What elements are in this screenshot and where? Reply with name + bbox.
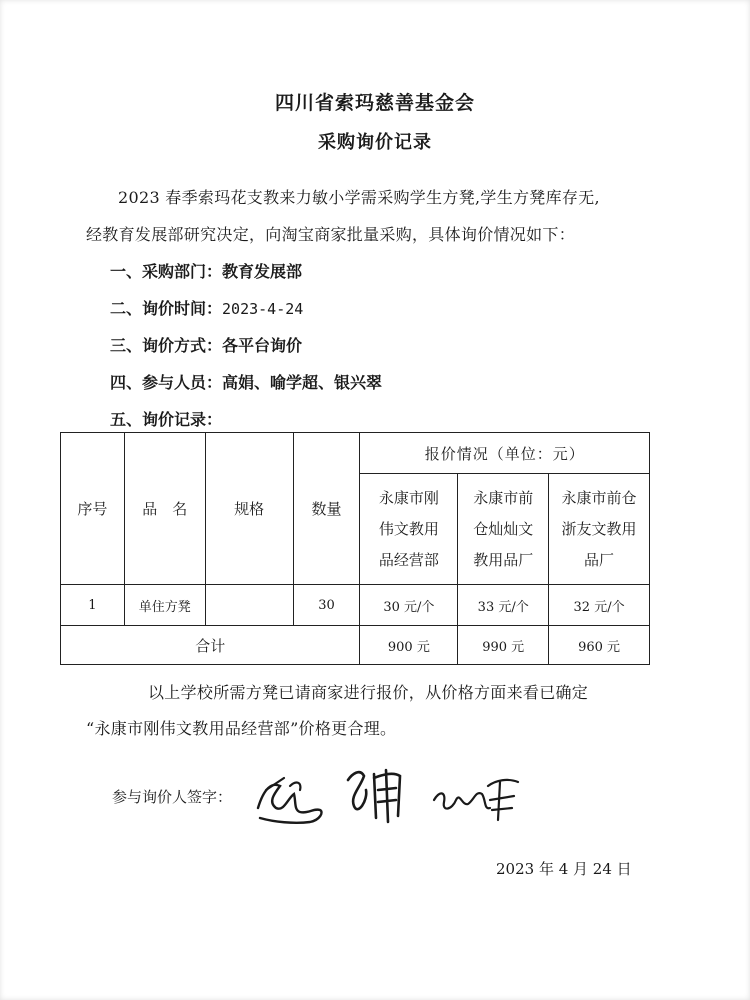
total-row — [61, 626, 650, 665]
item-label: 四、参与人员： — [110, 373, 223, 392]
vendor-name-line: 永康市前 — [473, 488, 534, 507]
cell-seq: 1 — [61, 585, 125, 626]
vendor-name-line: 永康市刚 — [378, 488, 439, 507]
signature-image-2 — [338, 760, 418, 830]
intro-line-2: 经教育发展部研究决定，向淘宝商家批量采购，具体询价情况如下： — [86, 225, 576, 244]
signature-image-3 — [428, 770, 524, 826]
item-label: 二、询价时间： — [110, 299, 223, 318]
total-vendor-3: 960 元 — [549, 626, 650, 665]
item-value: 各平台询价 — [222, 336, 303, 355]
vendor-name-line: 教用品厂 — [473, 550, 534, 569]
col-header-price: 报价情况（单位：元） — [360, 433, 650, 474]
col-header-seq: 序号 — [61, 433, 125, 585]
vendor-header-2 — [458, 474, 549, 585]
vendor-name-line: 浙友文教用 — [561, 519, 637, 538]
org-title: 四川省索玛慈善基金会 — [274, 92, 475, 114]
vendor-name-line: 仓灿灿文 — [473, 519, 534, 538]
item-label: 一、采购部门： — [110, 262, 223, 281]
col-header-name: 品 名 — [124, 433, 205, 585]
total-vendor-1: 900 元 — [360, 626, 458, 665]
vendor-name-line: 伟文教用 — [378, 519, 439, 538]
item-value: 2023-4-24 — [222, 300, 304, 318]
document-title: 采购询价记录 — [318, 132, 432, 153]
cell-spec — [205, 585, 293, 626]
total-label: 合计 — [61, 626, 360, 665]
item-participants — [110, 370, 382, 393]
item-inquiry-method — [110, 333, 302, 356]
col-header-spec: 规格 — [205, 433, 293, 585]
item-value: 教育发展部 — [222, 262, 303, 281]
document-date: 2023 年 4 月 24 日 — [496, 860, 632, 878]
item-label: 三、询价方式： — [110, 336, 223, 355]
vendor-header-1 — [360, 474, 458, 585]
item-label: 五、询价记录： — [110, 410, 223, 429]
signature-label: 参与询价人签字： — [112, 788, 233, 806]
item-value: 高娟、喻学超、银兴翠 — [222, 373, 383, 392]
col-header-qty: 数量 — [293, 433, 360, 585]
cell-price-vendor-1: 30 元/个 — [360, 585, 458, 626]
signature-image-1 — [250, 768, 340, 830]
table-row — [61, 585, 650, 626]
item-records — [110, 407, 222, 430]
conclusion-line-1: 以上学校所需方凳已请商家进行报价，从价格方面来看已确定 — [148, 683, 589, 702]
cell-qty: 30 — [293, 585, 360, 626]
item-inquiry-date — [110, 296, 303, 319]
vendor-name-line: 永康市前仓 — [561, 488, 637, 507]
total-vendor-2: 990 元 — [458, 626, 549, 665]
cell-name: 单住方凳 — [124, 585, 205, 626]
conclusion-line-2: “永康市刚伟文教用品经营部”价格更合理。 — [86, 719, 397, 738]
cell-price-vendor-2: 33 元/个 — [458, 585, 549, 626]
intro-line-1: 2023 春季索玛花支教来力敏小学需采购学生方凳,学生方凳库存无, — [118, 188, 600, 207]
item-department — [110, 259, 302, 282]
cell-price-vendor-3: 32 元/个 — [549, 585, 650, 626]
inquiry-table — [60, 432, 650, 665]
vendor-name-line: 品厂 — [584, 550, 615, 569]
vendor-header-3 — [549, 474, 650, 585]
vendor-name-line: 品经营部 — [378, 550, 439, 569]
